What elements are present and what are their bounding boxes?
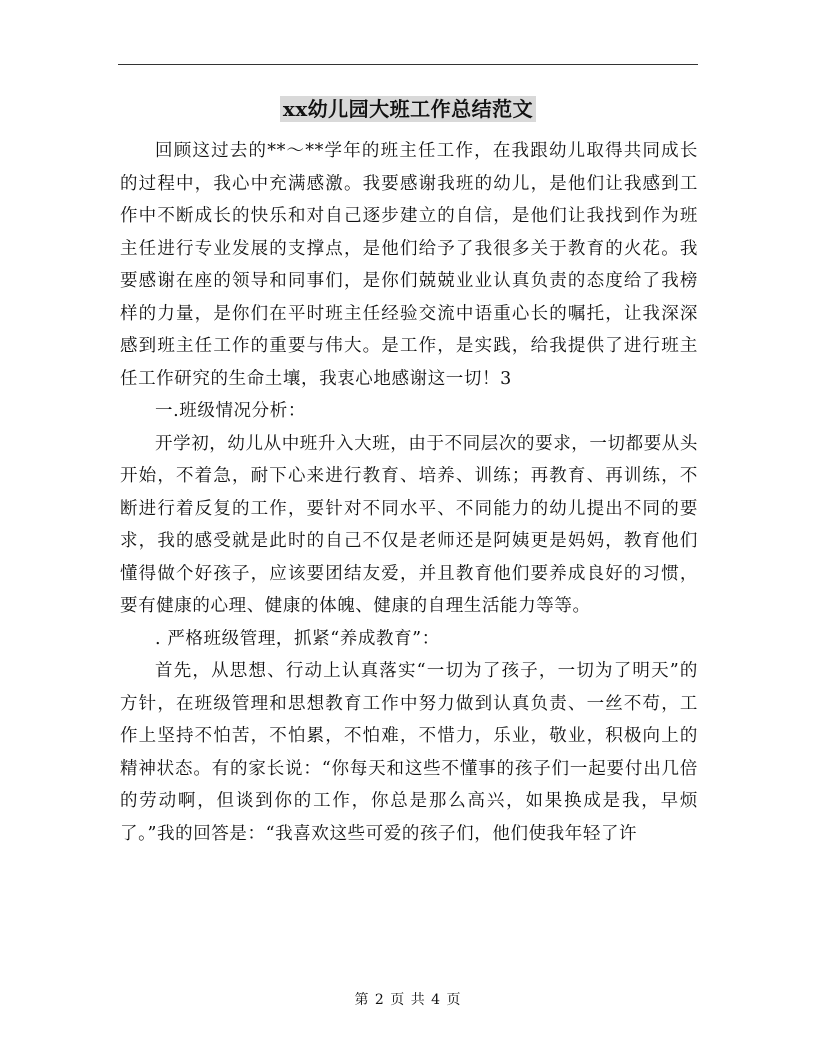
header-rule [118,64,698,65]
paragraph-class-analysis: 开学初，幼儿从中班升入大班，由于不同层次的要求，一切都要从头开始，不着急，耐下心来进行教育、培养、训练；再教育、再训练，不断进行着反复的工作，要针对不同水平、不同能力的幼儿提出不同的要求，我的感受就是此时的自己不仅是老师还是阿姨更是妈妈，教育他们懂得做个好孩子，应该要团结友爱，并且教育他们要养成良好的习惯，要有健康的心理、健康的体魄、健康的自理生活能力等等。 [120,433,698,616]
title-container [0,96,816,122]
paragraph-intro: 回顾这过去的**～**学年的班主任工作，在我跟幼儿取得共同成长的过程中，我心中充满感激。我要感谢我班的幼儿，是他们让我感到工作中不断成长的快乐和对自己逐步建立的自信，是他们让我找到作为班主任进行专业发展的支撑点，是他们给予了我很多关于教育的火花。我要感谢在座的领导和同事们，是你们兢兢业业认真负责的态度给了我榜样的力量，是你们在平时班主任经验交流中语重心长的嘱托，让我深深感到班主任工作的重要与伟大。是工作，是实践，给我提供了进行班主任工作研究的生命土壤，我衷心地感谢这一切！3 [120,141,698,389]
document-title: xx幼儿园大班工作总结范文 [280,96,536,122]
paragraph-class-management: 首先，从思想、行动上认真落实“一切为了孩子，一切为了明天”的方针，在班级管理和思想教育工作中努力做到认真负责、一丝不苟，工作上坚持不怕苦，不怕累，不怕难，不惜力，乐业，敬业，积极向上的精神状态。有的家长说：“你每天和这些不懂事的孩子们一起要付出几倍的劳动啊，但谈到你的工作，你总是那么高兴，如果换成是我，早烦了。”我的回答是：“我喜欢这些可爱的孩子们，他们使我年轻了许 [120,661,698,844]
heading-class-analysis: 一.班级情况分析： [155,401,306,421]
document-body [120,135,698,850]
heading-class-management: . 严格班级管理，抓紧“养成教育”： [155,628,440,649]
page-number: 第 2 页 共 4 页 [354,992,462,1008]
